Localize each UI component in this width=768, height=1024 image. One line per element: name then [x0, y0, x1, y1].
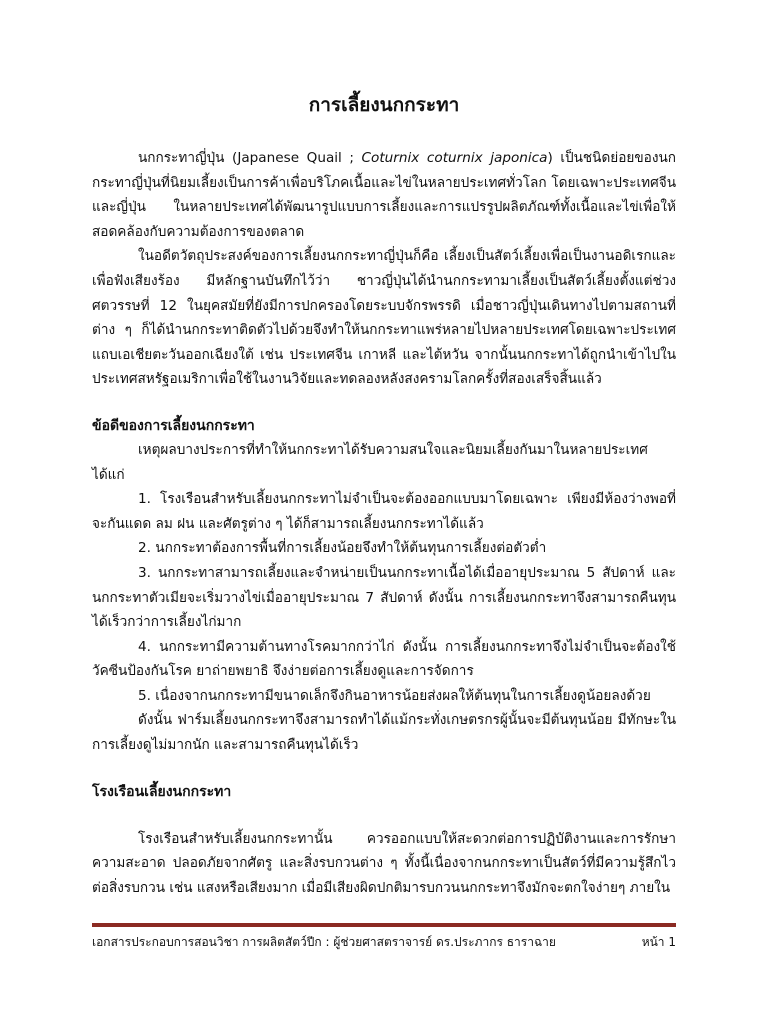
advantage-item-1: 1. โรงเรือนสำหรับเลี้ยงนกกระทาไม่จำเป็นจะต้องออกแบบมาโดยเฉพาะ เพียงมีห้องว่างพอที่จะกันแดด ลม ฝน และศัตรูต่าง ๆ ได้ก็สามารถเลี้ยงนกกระทาได้แล้ว [92, 491, 676, 532]
footer-source: เอกสารประกอบการสอนวิชา การผลิตสัตว์ปีก : ผู้ช่วยศาสตราจารย์ ดร.ประภากร ธาราฉาย [92, 935, 556, 949]
advantage-item-2: 2. นกกระทาต้องการพื้นที่การเลี้ยงน้อยจึงทำให้ต้นทุนการเลี้ยงต่อตัวต่ำ [138, 540, 547, 557]
housing-heading: โรงเรือนเลี้ยงนกกระทา [92, 783, 232, 800]
page-number: หน้า 1 [641, 935, 676, 949]
footer-divider [92, 923, 676, 927]
advantages-heading: ข้อดีของการเลี้ยงนกกระทา [92, 417, 255, 434]
advantages-conclusion: ดังนั้น ฟาร์มเลี้ยงนกกระทาจึงสามารถทำได้แม้กระทั่งเกษตรกรผู้นั้นจะมีต้นทุนน้อย มีทักษะในการเลี้ยงดูไม่มากนัก และสามารถคืนทุนได้เร็ว [92, 712, 676, 754]
intro-p1-start: นกกระทาญี่ปุ่น (Japanese Quail ; [138, 150, 362, 166]
housing-paragraph-1: โรงเรือนสำหรับเลี้ยงนกกระทานั้น ควรออกแบบให้สะดวกต่อการปฏิบัติงานและการรักษาความสะอาด ปลอดภัยจากศัตรู และสิ่งรบกวนต่าง ๆ ทั้งนี้เนื่องจากนกกระทาเป็นสัตว์ที่มีความรู้สึกไวต่อสิ่งรบกวน เช่น แสงหรือเสียงมาก เมื่อมีเสียงผิดปกติมารบกวนนกกระทาจึงมักจะตกใจง่ายๆ ภายใน [92, 830, 676, 896]
intro-p1-end: ) เป็นชนิดย่อยของนกกระทาญี่ปุ่นที่นิยมเลี้ยงเป็นการค้าเพื่อบริโภคเนื้อและไข่ในหลายประเทศทั่วโลก โดยเฉพาะประเทศจีนและญี่ปุ่น ในหลายประเทศได้พัฒนารูปแบบการเลี้ยงและการแปรรูปผลิตภัณฑ์ทั้งเนื้อและไข่เพื่อให้สอดคล้องกับความต้องการของตลาด [92, 150, 676, 240]
document-body [92, 146, 676, 900]
page-footer [92, 933, 676, 951]
scientific-name: Coturnix coturnix japonica [361, 150, 548, 166]
intro-paragraph-1 [92, 146, 676, 244]
advantage-item-5: 5. เนื่องจากนกกระทามีขนาดเล็กจึงกินอาหารน้อยส่งผลให้ต้นทุนในการเลี้ยงดูน้อยลงด้วย [138, 687, 651, 704]
page-title: การเลี้ยงนกกระทา [308, 94, 460, 116]
intro-paragraph-2: ในอดีตวัตถุประสงค์ของการเลี้ยงนกกระทาญี่ปุ่นก็คือ เลี้ยงเป็นสัตว์เลี้ยงเพื่อเป็นงานอดิเรกและเพื่อฟังเสียงร้อง มีหลักฐานบันทึกไว้ว่า ชาวญี่ปุ่นได้นำนกกระทามาเลี้ยงเป็นสัตว์เลี้ยงตั้งแต่ช่วงศตวรรษที่ 12 ในยุคสมัยที่ยังมีการปกครองโดยระบบจักรพรรดิ เมื่อชาวญี่ปุ่นเดินทางไปตามสถานที่ต่าง ๆ ก็ได้นำนกกระทาติดตัวไปด้วยจึงทำให้นกกระทาแพร่หลายไปหลายประเทศโดยเฉพาะประเทศแถบเอเชียตะวันออกเฉียงใต้ เช่น ประเทศจีน เกาหลี และไต้หวัน จากนั้นนกกระทาได้ถูกนำเข้าไปในประเทศสหรัฐอเมริกาเพื่อใช้ในงานวิจัยและทดลองหลังสงครามโลกครั้งที่สองเสร็จสิ้นแล้ว [92, 248, 676, 388]
advantage-item-4: 4. นกกระทามีความต้านทางโรคมากกว่าไก่ ดังนั้น การเลี้ยงนกกระทาจึงไม่จำเป็นจะต้องใช้วัคซีนป้องกันโรค ยาถ่ายพยาธิ จึงง่ายต่อการเลี้ยงดูและการจัดการ [92, 638, 676, 680]
advantage-item-3: 3. นกกระทาสามารถเลี้ยงและจำหน่ายเป็นนกกระทาเนื้อได้เมื่ออายุประมาณ 5 สัปดาห์ และนกกระทาตัวเมียจะเริ่มวางไข่เมื่ออายุประมาณ 7 สัปดาห์ ดังนั้น การเลี้ยงนกกระทาจึงสามารถคืนทุนได้เร็วกว่าการเลี้ยงไก่มาก [92, 564, 676, 631]
advantages-lead: เหตุผลบางประการที่ทำให้นกกระทาได้รับความสนใจและนิยมเลี้ยงกันมาในหลายประเทศได้แก่ [92, 441, 648, 483]
